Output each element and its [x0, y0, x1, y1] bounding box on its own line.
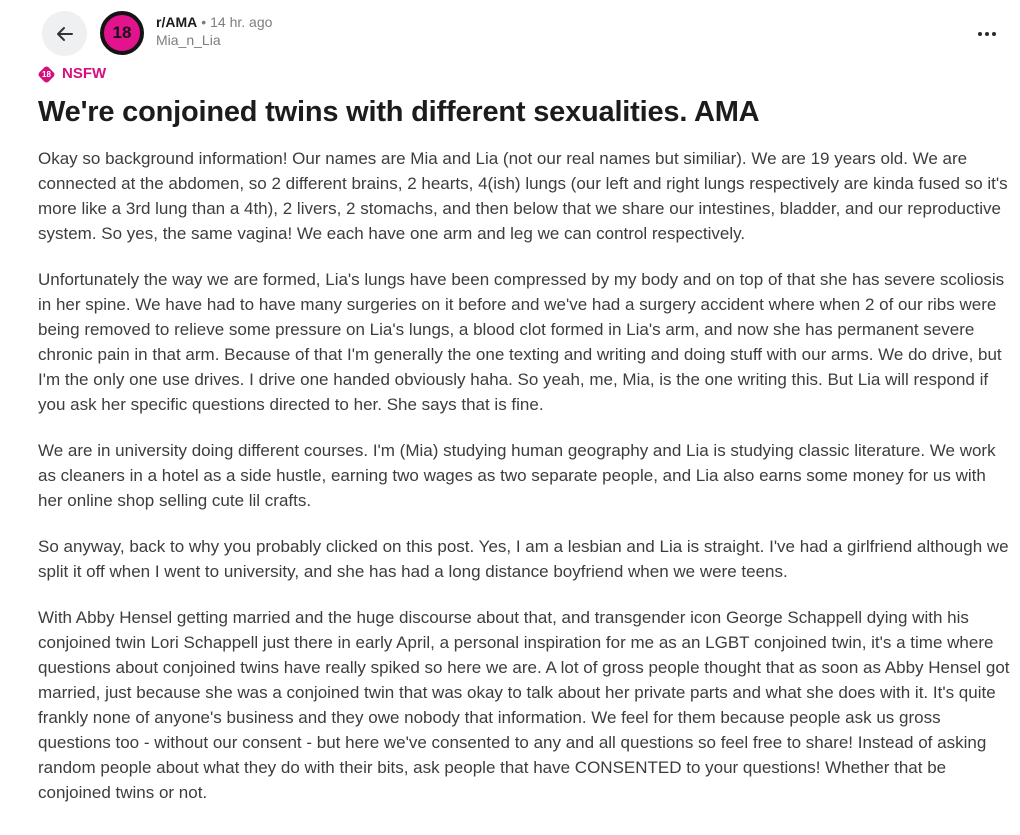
- nsfw-label: NSFW: [62, 65, 107, 82]
- author-username[interactable]: Mia_n_Lia: [156, 32, 221, 48]
- post-body: [38, 146, 1010, 805]
- arrow-left-icon: [53, 22, 77, 46]
- subreddit-avatar[interactable]: [100, 11, 144, 55]
- nsfw-tag: [40, 65, 1020, 82]
- post-paragraph: Unfortunately the way we are formed, Lia's lungs have been compressed by my body and on top of that she has severe scoliosis in her spine. We have had to have many surgeries on it before and we've had a surgery accident where when 2 of our ribs were being removed to relieve some pressure on Lia's lungs, a blood clot formed in Lia's arm, and now she has permanent severe chronic pain in that arm. Because of that I'm generally the one texting and writing and doing stuff with our arms. We do drive, but I'm the only one use drives. I drive one handed obviously haha. So yeah, me, Mia, is the one writing this. But Lia will respond if you ask her specific questions directed to her. She says that is fine.: [38, 270, 1005, 414]
- three-dots-icon: [978, 32, 996, 36]
- nsfw-18-icon: 18: [37, 65, 55, 83]
- post-paragraph: With Abby Hensel getting married and the huge discourse about that, and transgender icon George Schappell dying with his conjoined twin Lori Schappell just there in early April, a personal inspiration for me as an LGBT conjoined twin, it's a time where questions about conjoined twins have really spiked so here we are. A lot of gross people thought that as soon as Abby Hensel got married, just because she was a conjoined twin that was okay to talk about her private parts and what she does with it. It's quite frankly none of anyone's business and they owe nobody that information. We feel for them because people ask us gross questions too - without our consent - but here we've consented to any and all questions so feel free to share! Instead of asking random people about what they do with their bits, ask people that have CONSENTED to your questions! Whether that be conjoined twins or not.: [38, 608, 1010, 802]
- post-header: [0, 0, 1020, 56]
- post-title: We're conjoined twins with different sexualities. AMA: [38, 96, 760, 128]
- back-button[interactable]: [42, 11, 87, 56]
- meta-separator: •: [201, 14, 207, 30]
- avatar-18-badge: 18: [112, 23, 132, 42]
- post-timestamp: 14 hr. ago: [210, 14, 273, 30]
- post-paragraph: So anyway, back to why you probably clicked on this post. Yes, I am a lesbian and Lia is straight. I've had a girlfriend although we split it off when I went to university, and she has had a long distance boyfriend when we were teens.: [38, 537, 1009, 581]
- post-meta: [156, 11, 272, 50]
- post-paragraph: We are in university doing different courses. I'm (Mia) studying human geography and Lia is studying classic literature. We work as cleaners in a hotel as a side hustle, earning two wages as two separate people, and Lia also earns some money for us with her online shop selling cute lil crafts.: [38, 441, 996, 510]
- post-paragraph: Okay so background information! Our names are Mia and Lia (not our real names but similiar). We are 19 years old. We are connected at the abdomen, so 2 different brains, 2 hearts, 4(ish) lungs (our left and right lungs respectively are kinda fused so it's more like a 3rd lung than a 4th), 2 livers, 2 stomachs, and then below that we share our intestines, bladder, and our reproductive system. So yes, the same vagina! We each have one arm and leg we can control respectively.: [38, 149, 1008, 243]
- subreddit-link[interactable]: r/AMA: [156, 14, 198, 30]
- more-options-button[interactable]: [974, 26, 1000, 42]
